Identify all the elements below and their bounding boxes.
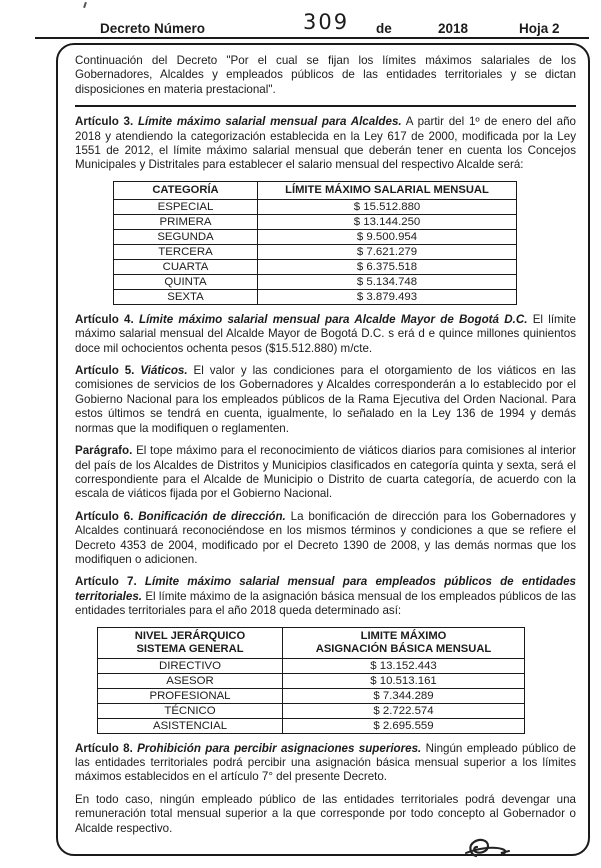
table-value-cell: $ 3.879.493 <box>258 289 517 304</box>
table-header-row <box>114 181 517 199</box>
page-header <box>0 0 601 40</box>
article-title: Bonificación de dirección. <box>138 509 286 523</box>
table-row <box>98 658 525 673</box>
table-value-cell: $ 10.513.161 <box>283 673 525 688</box>
table-header-cell <box>258 181 517 199</box>
article-body: El tope máximo para el reconocimiento de viáticos diarios para comisiones al interior del país de los Alcaldes de Distritos y Municipios clasificados en categoría quinta y sexta, será el correspondiente para el Alcalde de Municipio o Distrito de cuarta categoría, de acuerdo con la escala de viáticos fijada por el Gobierno Nacional. <box>75 444 576 501</box>
table-header-cell <box>98 627 283 658</box>
table-category-cell: DIRECTIVO <box>98 658 283 673</box>
articulo-7 <box>75 575 576 618</box>
table-value-cell: $ 9.500.954 <box>258 229 517 244</box>
table-row <box>114 214 517 229</box>
table-category-cell: PRIMERA <box>114 214 258 229</box>
table-category-cell: ASESOR <box>98 673 283 688</box>
table-header-line: SISTEMA GENERAL <box>136 642 244 655</box>
article-body: El límite máximo de la asignación básica mensual de los empleados públicos de las entidades territoriales para el año 2018 queda determinado así: <box>75 589 576 618</box>
decree-number-label: Decreto Número <box>100 21 206 36</box>
table-value-cell: $ 13.144.250 <box>258 214 517 229</box>
articulo-8 <box>75 742 576 785</box>
table-header-cell <box>283 627 525 658</box>
article-title: Límite máximo salarial mensual para empleados públicos de entidades territoriales. <box>75 575 576 603</box>
table-value-cell: $ 7.621.279 <box>258 244 517 259</box>
article-body: En todo caso, ningún empleado público de las entidades territoriales podrá devengar una remuneración total mensual superior a la que corresponde por todo concepto al Gobernador o Alcalde respectivo. <box>75 792 576 835</box>
article-title: Viáticos. <box>140 364 188 378</box>
table-header-line: NIVEL JERÁRQUICO <box>134 629 246 642</box>
article-lead: Artículo 5. <box>75 364 135 378</box>
empleados-publicos-salary-table <box>97 627 525 734</box>
table-category-cell: TERCERA <box>114 244 258 259</box>
continuation-note <box>75 54 576 97</box>
table-header-line: LÍMITE MÁXIMO SALARIAL MENSUAL <box>285 183 489 196</box>
page-number: Hoja 2 <box>519 21 560 36</box>
table-value-cell: $ 13.152.443 <box>283 658 525 673</box>
table-category-cell: TÉCNICO <box>98 703 283 718</box>
table-row <box>98 703 525 718</box>
decree-number-value: 309 <box>303 10 350 34</box>
table-value-cell: $ 7.344.289 <box>283 688 525 703</box>
horizontal-rule <box>75 105 576 107</box>
table-row <box>114 199 517 214</box>
table-row <box>98 673 525 688</box>
article-body: La bonificación de dirección para los Gobernadores y Alcaldes continuará reconociéndose en los mismos términos y condiciones a que se refiere el Decreto 4353 de 2004, modificado por el Decreto 1390 de 2008, y las demás normas que los modifiquen o adicionen. <box>75 509 576 566</box>
table-header-line: ASIGNACIÓN BÁSICA MENSUAL <box>315 642 492 655</box>
article-title: Límite máximo salarial mensual para Alcaldes. <box>137 115 402 129</box>
article-lead: Parágrafo. <box>75 444 133 458</box>
table-row <box>98 718 525 733</box>
table-row <box>114 274 517 289</box>
alcaldes-salary-limits-table <box>113 181 517 305</box>
table-row <box>114 229 517 244</box>
article-lead: Artículo 7. <box>75 575 137 589</box>
article-body: Ningún empleado público de las entidades territoriales podrá percibir una asignación básica mensual superior a los límites máximos establecidos en el artículo 7° del presente Decreto. <box>75 741 576 784</box>
article-body: Continuación del Decreto "Por el cual se fijan los límites máximos salariales de los Gobernadores, Alcaldes y empleados públicos de las entidades territoriales y se dictan disposiciones en materia prestacional". <box>75 54 576 96</box>
table-category-cell: SEXTA <box>114 289 258 304</box>
table-category-cell: ASISTENCIAL <box>98 718 283 733</box>
decree-connector: de <box>376 21 392 36</box>
table-category-cell: CUARTA <box>114 259 258 274</box>
article-body: El límite máximo salarial mensual del Alcalde Mayor de Bogotá D.C. s erá d e quince millones quinientos doce mil ochocientos ochenta pesos ($15.512.880) m/cte. <box>75 312 576 355</box>
article-lead: Artículo 8. <box>75 741 133 755</box>
articulo-3 <box>75 115 576 173</box>
table-category-cell: ESPECIAL <box>114 199 258 214</box>
table-header-line: CATEGORÍA <box>152 183 219 196</box>
table-category-cell: QUINTA <box>114 274 258 289</box>
table-value-cell: $ 5.134.748 <box>258 274 517 289</box>
article-body: A partir del 1º de enero del año 2018 y atendiendo la categorización establecida en la Ley 617 de 2000, modificada por la Ley 1551 de 2012, el límite máximo salarial mensual que deberán tener en cuenta los Concejos Municipales y Distritales para establecer el salario mensual del respectivo Alcalde será: <box>75 115 576 172</box>
table-category-cell: SEGUNDA <box>114 229 258 244</box>
document-flow <box>75 54 576 836</box>
table-header-line: LIMITE MÁXIMO <box>360 629 447 642</box>
articulo-4 <box>75 313 576 356</box>
table-value-cell: $ 15.512.880 <box>258 199 517 214</box>
article-title: Límite máximo salarial mensual para Alcalde Mayor de Bogotá D.C. <box>139 312 528 326</box>
closing-note <box>75 793 576 836</box>
articulo-5 <box>75 364 576 436</box>
article-lead: Artículo 3. <box>75 115 134 129</box>
signature-mark <box>462 834 514 864</box>
article-lead: Artículo 6. <box>75 509 134 523</box>
decree-year: 2018 <box>438 21 469 36</box>
table-value-cell: $ 2.722.574 <box>283 703 525 718</box>
header-underline <box>35 37 589 39</box>
table-value-cell: $ 6.375.518 <box>258 259 517 274</box>
article-lead: Artículo 4. <box>75 312 134 326</box>
article-title: Prohibición para percibir asignaciones superiores. <box>137 741 422 755</box>
table-header-cell <box>114 181 258 199</box>
table-header-row <box>98 627 525 658</box>
article-body: El valor y las condiciones para el otorgamiento de los viáticos en las comisiones de servicios de los Gobernadores y Alcaldes corresponderán a lo establecido por el Gobierno Nacional para los empleados públicos de la Rama Ejecutiva del Orden Nacional. Para estos últimos se tendrá en cuenta, igualmente, lo señalado en la Ley 136 de 1994 y demás normas que la modifiquen o reglamenten. <box>75 364 576 435</box>
table-category-cell: PROFESIONAL <box>98 688 283 703</box>
table-row <box>114 244 517 259</box>
decree-body-frame <box>56 43 590 856</box>
table-value-cell: $ 2.695.559 <box>283 718 525 733</box>
table-row <box>98 688 525 703</box>
table-row <box>114 289 517 304</box>
articulo-6 <box>75 510 576 568</box>
paragrafo <box>75 444 576 502</box>
table-row <box>114 259 517 274</box>
